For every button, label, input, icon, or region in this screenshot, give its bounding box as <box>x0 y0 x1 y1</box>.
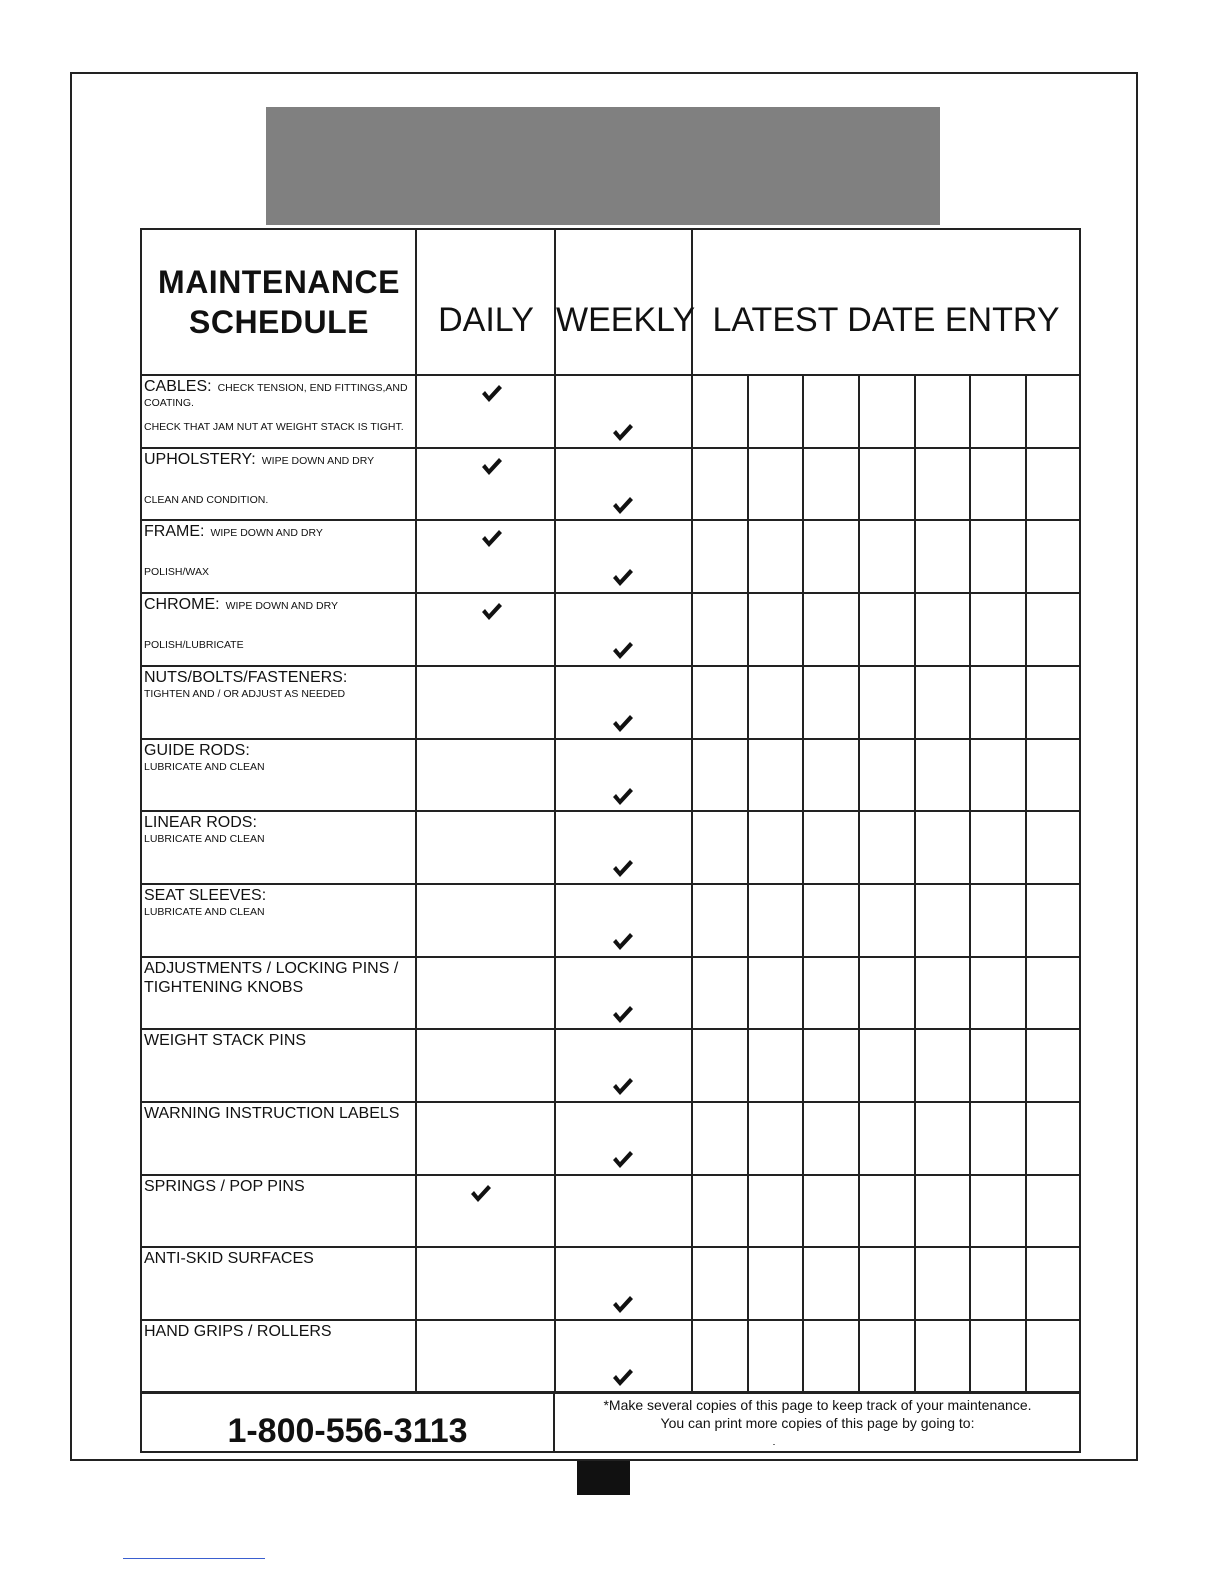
weekly-check-icon <box>612 568 634 588</box>
row-title-line2: TIGHTENING KNOBS <box>144 979 304 996</box>
footer-note-line2: You can print more copies of this page by going to: <box>660 1415 975 1431</box>
date-entry-cell[interactable] <box>803 667 858 738</box>
row-title <box>144 741 250 760</box>
date-entry-cell[interactable] <box>748 449 802 520</box>
date-entry-cell[interactable] <box>859 958 914 1029</box>
row-title <box>144 595 338 616</box>
date-entry-cell[interactable] <box>693 885 747 956</box>
date-entry-cell[interactable] <box>970 667 1025 738</box>
daily-check-icon <box>470 1184 492 1204</box>
date-entry-cell[interactable] <box>859 1103 914 1174</box>
date-entry-cell[interactable] <box>1026 740 1078 811</box>
date-entry-cell[interactable] <box>803 885 858 956</box>
date-entry-cell[interactable] <box>693 1321 747 1392</box>
date-entry-cell[interactable] <box>803 594 858 665</box>
row-title-detail: WIPE DOWN AND DRY <box>210 527 323 539</box>
date-entry-cell[interactable] <box>803 1248 858 1319</box>
date-entry-cell[interactable] <box>915 1248 969 1319</box>
date-entry-cell[interactable] <box>859 594 914 665</box>
date-entry-cell[interactable] <box>859 667 914 738</box>
date-entry-cell[interactable] <box>1026 958 1078 1029</box>
row-title-detail: WIPE DOWN AND DRY <box>225 600 338 612</box>
row-title-label: UPHOLSTERY: <box>144 451 256 468</box>
date-entry-cell[interactable] <box>970 376 1025 447</box>
footer-note <box>556 1396 1079 1432</box>
date-entry-cell[interactable] <box>1026 1248 1078 1319</box>
row-title <box>144 1104 399 1123</box>
header-banner <box>266 107 940 225</box>
date-entry-cell[interactable] <box>915 1030 969 1101</box>
row-title <box>144 1177 305 1196</box>
date-entry-cell[interactable] <box>693 667 747 738</box>
date-entry-cell[interactable] <box>915 667 969 738</box>
date-entry-cell[interactable] <box>693 449 747 520</box>
date-entry-cell[interactable] <box>915 958 969 1029</box>
row-title-label: CABLES: <box>144 378 212 395</box>
date-entry-cell[interactable] <box>970 740 1025 811</box>
date-entry-cell[interactable] <box>803 740 858 811</box>
date-entry-cell[interactable] <box>748 1176 802 1247</box>
date-entry-cell[interactable] <box>970 1248 1025 1319</box>
date-entry-cell[interactable] <box>915 521 969 592</box>
date-entry-cell[interactable] <box>1026 667 1078 738</box>
row-detail-secondary: POLISH/WAX <box>144 566 209 578</box>
date-entry-cell[interactable] <box>970 812 1025 883</box>
daily-check-icon <box>481 602 503 622</box>
row-title-label: SEAT SLEEVES: <box>144 887 267 904</box>
date-entry-cell[interactable] <box>693 1030 747 1101</box>
row-title <box>144 450 374 471</box>
date-entry-cell[interactable] <box>859 740 914 811</box>
date-entry-cell[interactable] <box>803 958 858 1029</box>
date-entry-cell[interactable] <box>693 1176 747 1247</box>
page-title <box>142 262 416 342</box>
dot-mark <box>773 1444 775 1445</box>
date-entry-cell[interactable] <box>915 1103 969 1174</box>
date-entry-cell[interactable] <box>970 885 1025 956</box>
weekly-check-icon <box>612 1295 634 1315</box>
date-entry-cell[interactable] <box>1026 812 1078 883</box>
date-entry-cell[interactable] <box>1026 376 1078 447</box>
column-header-weekly: WEEKLY <box>556 301 696 339</box>
date-entry-cell[interactable] <box>915 594 969 665</box>
page-number-tab <box>577 1461 630 1495</box>
date-entry-cell[interactable] <box>693 376 747 447</box>
date-entry-cell[interactable] <box>1026 594 1078 665</box>
weekly-check-icon <box>612 932 634 952</box>
row-title <box>144 813 257 832</box>
date-entry-cell[interactable] <box>859 449 914 520</box>
date-entry-cell[interactable] <box>1026 1176 1078 1247</box>
date-entry-cell[interactable] <box>859 885 914 956</box>
date-entry-cell[interactable] <box>859 1030 914 1101</box>
date-entry-cell[interactable] <box>915 449 969 520</box>
row-title-label: NUTS/BOLTS/FASTENERS: <box>144 669 348 686</box>
date-entry-cell[interactable] <box>693 958 747 1029</box>
row-title <box>144 959 398 978</box>
date-entry-cell[interactable] <box>915 1176 969 1247</box>
row-title <box>144 886 266 905</box>
phone-number: 1-800-556-3113 <box>227 1412 468 1450</box>
weekly-check-icon <box>612 1005 634 1025</box>
row-title-label: WARNING INSTRUCTION LABELS <box>144 1105 400 1122</box>
date-entry-cell[interactable] <box>748 740 802 811</box>
date-entry-cell[interactable] <box>915 1321 969 1392</box>
date-entry-cell[interactable] <box>859 521 914 592</box>
row-title-label: ADJUSTMENTS / LOCKING PINS / <box>144 960 399 977</box>
row-detail-secondary: POLISH/LUBRICATE <box>144 639 244 651</box>
date-entry-cell[interactable] <box>748 521 802 592</box>
date-entry-cell[interactable] <box>748 667 802 738</box>
date-entry-cell[interactable] <box>915 812 969 883</box>
row-detail: COATING. <box>144 397 194 409</box>
row-title-label: HAND GRIPS / ROLLERS <box>144 1323 332 1340</box>
weekly-check-icon <box>612 787 634 807</box>
date-entry-cell[interactable] <box>748 1103 802 1174</box>
row-detail: LUBRICATE AND CLEAN <box>144 761 265 773</box>
date-entry-cell[interactable] <box>693 594 747 665</box>
date-entry-cell[interactable] <box>693 740 747 811</box>
row-title <box>144 1322 332 1341</box>
row-title-detail: CHECK TENSION, END FITTINGS,AND <box>217 382 408 394</box>
date-entry-cell[interactable] <box>970 1176 1025 1247</box>
column-header-daily: DAILY <box>438 301 534 339</box>
date-entry-cell[interactable] <box>693 521 747 592</box>
date-entry-cell[interactable] <box>1026 1321 1078 1392</box>
date-entry-cell[interactable] <box>748 1248 802 1319</box>
row-detail: TIGHTEN AND / OR ADJUST AS NEEDED <box>144 688 346 700</box>
row-detail: LUBRICATE AND CLEAN <box>144 833 265 845</box>
date-entry-cell[interactable] <box>1026 885 1078 956</box>
weekly-check-icon <box>612 714 634 734</box>
date-entry-cell[interactable] <box>693 812 747 883</box>
date-entry-cell[interactable] <box>859 1248 914 1319</box>
date-entry-cell[interactable] <box>970 1030 1025 1101</box>
row-title-label: FRAME: <box>144 523 205 540</box>
weekly-check-icon <box>612 859 634 879</box>
date-entry-cell[interactable] <box>803 376 858 447</box>
row-title-label: SPRINGS / POP PINS <box>144 1178 305 1195</box>
date-entry-cell[interactable] <box>748 1321 802 1392</box>
row-title <box>144 1249 314 1268</box>
weekly-check-icon <box>612 641 634 661</box>
daily-check-icon <box>481 529 503 549</box>
date-entry-cell[interactable] <box>803 1030 858 1101</box>
row-title-detail: WIPE DOWN AND DRY <box>261 455 375 467</box>
weekly-check-icon <box>612 1077 634 1097</box>
row-title-label: ANTI-SKID SURFACES <box>144 1250 314 1267</box>
column-header-latest-date: LATEST DATE ENTRY <box>712 301 1060 339</box>
date-entry-cell[interactable] <box>859 1176 914 1247</box>
title-line2: SCHEDULE <box>188 304 369 340</box>
date-entry-cell[interactable] <box>693 1103 747 1174</box>
footer-note-line1: *Make several copies of this page to keep track of your maintenance. <box>603 1397 1032 1413</box>
date-entry-cell[interactable] <box>803 449 858 520</box>
bottom-rule <box>123 1558 265 1559</box>
date-entry-cell[interactable] <box>1026 1030 1078 1101</box>
date-entry-cell[interactable] <box>748 376 802 447</box>
daily-check-icon <box>481 457 503 477</box>
row-detail: LUBRICATE AND CLEAN <box>144 906 265 918</box>
date-entry-cell[interactable] <box>1026 521 1078 592</box>
date-entry-cell[interactable] <box>970 521 1025 592</box>
date-entry-cell[interactable] <box>859 812 914 883</box>
row-detail-secondary: CHECK THAT JAM NUT AT WEIGHT STACK IS TIGHT. <box>144 421 404 433</box>
date-entry-cell[interactable] <box>748 594 802 665</box>
date-entry-cell[interactable] <box>693 1248 747 1319</box>
row-title <box>144 522 323 543</box>
date-entry-cell[interactable] <box>1026 1103 1078 1174</box>
date-entry-cell[interactable] <box>803 521 858 592</box>
row-title-label: CHROME: <box>144 596 220 613</box>
weekly-check-icon <box>612 1368 634 1388</box>
date-entry-cell[interactable] <box>915 376 969 447</box>
date-entry-cell[interactable] <box>915 885 969 956</box>
date-entry-cell[interactable] <box>970 449 1025 520</box>
row-title-label: LINEAR RODS: <box>144 814 257 831</box>
date-entry-cell[interactable] <box>970 1103 1025 1174</box>
weekly-check-icon <box>612 496 634 516</box>
weekly-check-icon <box>612 1150 634 1170</box>
date-entry-cell[interactable] <box>748 812 802 883</box>
row-detail-secondary: CLEAN AND CONDITION. <box>144 494 269 506</box>
date-entry-cell[interactable] <box>803 1321 858 1392</box>
date-entry-cell[interactable] <box>859 1321 914 1392</box>
date-entry-cell[interactable] <box>748 1030 802 1101</box>
date-entry-cell[interactable] <box>803 812 858 883</box>
row-title <box>144 668 347 687</box>
date-entry-cell[interactable] <box>970 1321 1025 1392</box>
daily-check-icon <box>481 384 503 404</box>
date-entry-cell[interactable] <box>803 1176 858 1247</box>
date-entry-cell[interactable] <box>1026 449 1078 520</box>
row-title-label: GUIDE RODS: <box>144 742 250 759</box>
date-entry-cell[interactable] <box>970 594 1025 665</box>
weekly-check-icon <box>612 423 634 443</box>
row-title-label: WEIGHT STACK PINS <box>144 1032 307 1049</box>
date-entry-cell[interactable] <box>803 1103 858 1174</box>
date-entry-cell[interactable] <box>915 740 969 811</box>
date-entry-cell[interactable] <box>748 885 802 956</box>
date-entry-cell[interactable] <box>970 958 1025 1029</box>
date-entry-cell[interactable] <box>748 958 802 1029</box>
title-line1: MAINTENANCE <box>158 264 400 300</box>
row-title <box>144 1031 306 1050</box>
row-title <box>144 377 408 398</box>
date-entry-cell[interactable] <box>859 376 914 447</box>
